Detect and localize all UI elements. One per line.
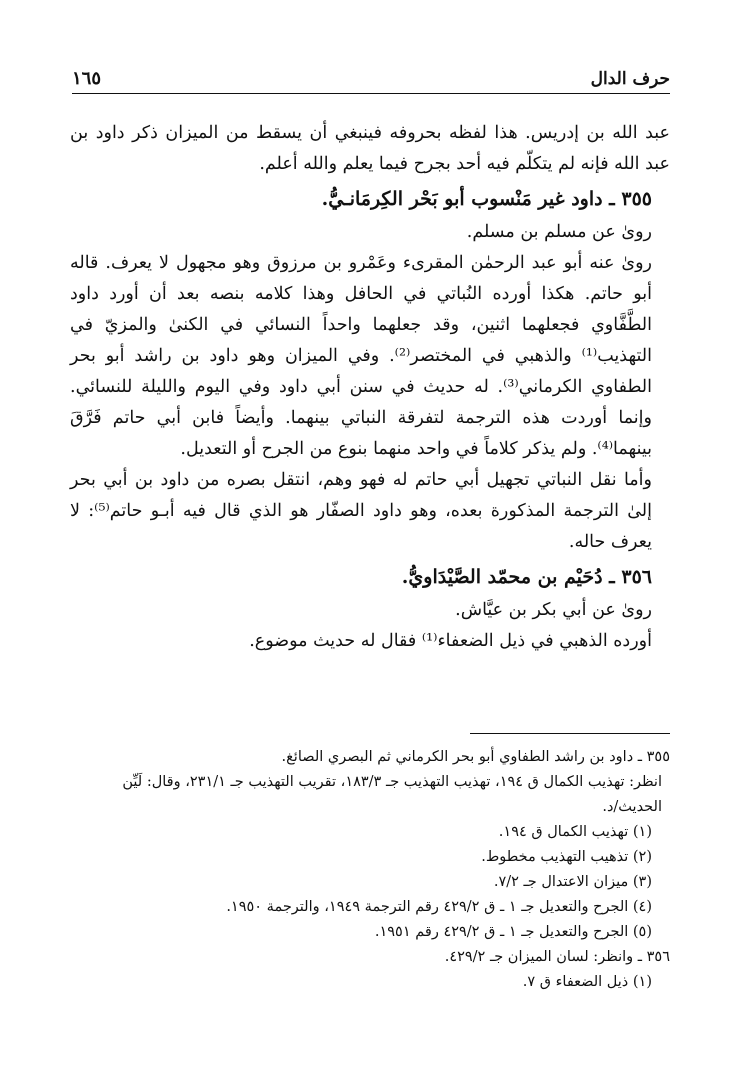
- footnote: (٣) ميزان الاعتدال جـ ٧/٢.: [493, 874, 652, 890]
- paragraph: روىٰ عنه أبو عبد الرحمٰن المقرىء وعَمْرو بن مرزوق وهو مجهول لا يعرف. قاله أبو حاتم. هكذا أورده النُباتي في الحافل وهذا كلامه بنصه بعد أن أورد داود الطَّفَّاوي فجعلهما اثنين، وقد جعلهما واحداً النسائي في الكنىٰ والمزيّ في التهذيب⁽¹⁾ والذهبي في المختصر⁽²⁾. وفي الميزان وهو داود بن راشد أبو بحر الطفاوي الكرماني⁽³⁾. له حديث في سنن أبي داود وفي اليوم والليلة للنسائي. وإنما أوردت هذه الترجمة لتفرقة النباتي بينهما. وأيضاً فابن أبي حاتم فَرَّقَ بينهما⁽⁴⁾. ولم يذكر كلاماً في واحد منهما بنوع من الجرح أو التعديل.: [70, 253, 652, 459]
- footnote: (٤) الجرح والتعديل جـ ١ ـ ق ٤٢٩/٢ رقم الترجمة ١٩٤٩، والترجمة ١٩٥٠.: [226, 899, 652, 915]
- footnotes: [70, 745, 670, 995]
- main-text: [70, 118, 670, 657]
- page-number: ١٦٥: [72, 68, 102, 89]
- footnote-356-head: ٣٥٦ ـ وانظر: لسان الميزان جـ ٤٢٩/٢.: [444, 949, 670, 965]
- footnote: (٥) الجرح والتعديل جـ ١ ـ ق ٤٢٩/٢ رقم ١٩٥١.: [374, 924, 652, 940]
- section-title: حرف الدال: [590, 69, 670, 89]
- footnote-divider: [470, 733, 670, 734]
- footnote-355-see: انظر: تهذيب الكمال ق ١٩٤، تهذيب التهذيب جـ ١٨٣/٣، تقريب التهذيب جـ ٢٣١/١، وقال: لَيِّن الحديث/د.: [122, 774, 662, 815]
- footnote: (٢) تذهيب التهذيب مخطوط.: [481, 849, 652, 865]
- running-header: [72, 58, 670, 94]
- paragraph: روىٰ عن أبي بكر بن عيَّاش.: [455, 600, 652, 620]
- paragraph: عبد الله بن إدريس. هذا لفظه بحروفه فينبغي أن يسقط من الميزان ذكر داود بن عبد الله فإنه لم يتكلّم فيه أحد بجرح فيما يعلم والله أعلم.: [70, 123, 670, 174]
- paragraph: روىٰ عن مسلم بن مسلم.: [466, 222, 652, 242]
- footnote: (١) ذيل الضعفاء ق ٧.: [522, 974, 652, 990]
- footnote: (١) تهذيب الكمال ق ١٩٤.: [498, 824, 652, 840]
- entry-356-title: ٣٥٦ ـ دُحَيْم بن محمّد الصَّيْدَاويُّ.: [401, 566, 652, 588]
- footnote-355-head: ٣٥٥ ـ داود بن راشد الطفاوي أبو بحر الكرماني ثم البصري الصائغ.: [281, 749, 670, 765]
- entry-355-title: ٣٥٥ ـ داود غير مَنْسوب أبو بَحْر الكِرمَانـيُّ.: [321, 188, 652, 210]
- paragraph: أورده الذهبي في ذيل الضعفاء⁽¹⁾ فقال له حديث موضوع.: [249, 631, 652, 651]
- paragraph: وأما نقل النباتي تجهيل أبي حاتم له فهو وهم، انتقل بصره من داود بن أبي بحر إلىٰ الترجمة المذكورة بعده، وهو داود الصفّار هو الذي قال فيه أبـو حاتم⁽⁵⁾: لا يعرف حاله.: [70, 470, 652, 552]
